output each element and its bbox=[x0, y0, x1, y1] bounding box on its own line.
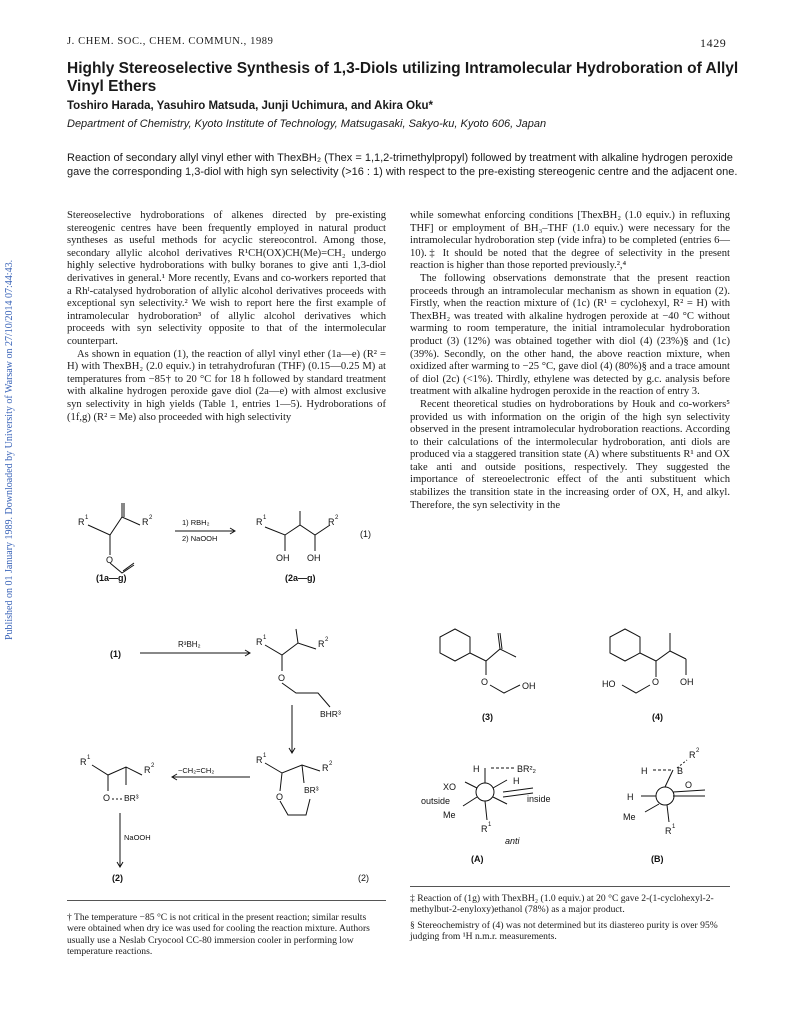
r2-label: R bbox=[142, 517, 149, 527]
oxygen-label: O bbox=[276, 792, 284, 802]
affiliation: Department of Chemistry, Kyoto Institute of Technology, Matsugasaki, Sakyo-ku, Kyoto 606, Japan bbox=[67, 118, 547, 130]
right-column bbox=[410, 210, 730, 512]
r1-label: R bbox=[481, 824, 488, 834]
boron-label: BR³ bbox=[304, 785, 319, 795]
hydrogen-label: H bbox=[627, 792, 634, 802]
footnote-rule bbox=[67, 900, 386, 901]
methyl-label: Me bbox=[623, 812, 636, 822]
r2-superscript: 2 bbox=[149, 515, 153, 521]
oxygen-label: O bbox=[652, 677, 660, 687]
footnotes-right bbox=[410, 893, 730, 943]
oxygen-label: O bbox=[481, 677, 489, 687]
hydroxyl-label: OH bbox=[307, 553, 321, 563]
hydrogen-label: H bbox=[473, 764, 480, 774]
hydrogen-label: H bbox=[513, 776, 520, 786]
ethylene-label: −CH₂=CH₂ bbox=[178, 766, 215, 775]
r1-label: R bbox=[256, 755, 263, 765]
compound-label: (4) bbox=[652, 712, 663, 722]
r2-superscript: 2 bbox=[696, 748, 700, 754]
equation-number: (2) bbox=[358, 873, 369, 883]
product-ref: (2) bbox=[112, 873, 123, 883]
download-watermark: Published on 01 January 1989. Downloaded by University of Warsaw on 27/10/2014 07:44:43. bbox=[4, 259, 15, 640]
r1-label: R bbox=[80, 757, 87, 767]
equation-number: (1) bbox=[360, 529, 371, 539]
r2-superscript: 2 bbox=[329, 761, 333, 767]
methyl-label: Me bbox=[443, 810, 456, 820]
page-number: 1429 bbox=[700, 36, 727, 50]
compounds-3-4 bbox=[420, 615, 730, 725]
r1-superscript: 1 bbox=[263, 635, 267, 641]
footnote: § Stereochemistry of (4) was not determined but its diastereo purity is over 95% judging from ¹H n.m.r. measurements. bbox=[410, 919, 718, 943]
paragraph: while somewhat enforcing conditions [ThexBH₂ (1.0 equiv.) in refluxing THF] or employment of BH₃–THF (1.0 equiv.) were necessary for the intramolecular hydroboration step (vide infra) to be completed (entries 6—10).‡ It should be noted that the degree of selectivity in the present reaction is higher than those reported previously.²,⁴ bbox=[410, 210, 730, 272]
boron-label: B bbox=[677, 766, 684, 776]
anti-label: anti bbox=[505, 836, 520, 846]
r1-label: R bbox=[665, 826, 672, 836]
footnotes-left bbox=[67, 912, 386, 958]
xo-label: XO bbox=[443, 782, 457, 792]
transition-state-label: (A) bbox=[471, 854, 484, 864]
footnote-rule bbox=[410, 886, 730, 887]
transition-states bbox=[415, 740, 735, 865]
reaction-scheme bbox=[60, 495, 395, 895]
hydroxyl-label: HO bbox=[602, 679, 616, 689]
r1-superscript: 1 bbox=[87, 755, 91, 761]
r1-label: R bbox=[256, 637, 263, 647]
boron-label: BR³ bbox=[124, 793, 139, 803]
paragraph: The following observations demonstrate that the present reaction proceeds through an intramolecular mechanism as shown in equation (2). Firstly, when the reaction mixture of (1c) (R¹ = cyclohexyl, R² = H) with ThexBH₂ was treated with alkaline hydrogen peroxide at −40 °C without warming to room temperature, the initial intramolecular hydroboration product (3) (12%) was obtained together with diol (4) (23%)§ and (1c) (39%). Secondly, on the other hand, the above reaction mixture, when oxidized after warming to −25 °C, gave diol (4) (80%)§ and a trace amount of diol (2c) (<1%). Thirdly, ethylene was detected by g.c. analysis before treatment with alkaline hydrogen peroxide in the reaction of entry 3. bbox=[410, 272, 730, 398]
r1-superscript: 1 bbox=[488, 822, 492, 828]
inside-label: inside bbox=[527, 794, 551, 804]
r1-superscript: 1 bbox=[85, 515, 89, 521]
oxygen-label: O bbox=[278, 673, 286, 683]
r2-label: R bbox=[322, 763, 329, 773]
hydrogen-label: H bbox=[641, 766, 648, 776]
borane-label: BHR³ bbox=[320, 709, 341, 719]
r2-superscript: 2 bbox=[325, 637, 329, 643]
hydroxyl-label: OH bbox=[522, 681, 536, 691]
article-title: Highly Stereoselective Synthesis of 1,3-Diols utilizing Intramolecular Hydroboration of Allyl Vinyl Ethers bbox=[67, 60, 739, 95]
borane-label: BR²₂ bbox=[517, 764, 536, 774]
product-r1-label: R bbox=[256, 517, 263, 527]
hydroxyl-label: OH bbox=[680, 677, 694, 687]
r1-superscript: 1 bbox=[672, 824, 676, 830]
hydroxyl-label: OH bbox=[276, 553, 290, 563]
reagent-step-1: 1) RBH₂ bbox=[182, 518, 210, 527]
reagent-step-2: 2) NaOOH bbox=[182, 534, 218, 543]
footnote: † The temperature −85 °C is not critical in the present reaction; similar results were obtained when dry ice was used for cooling the reaction mixture. Authors usually use a Neslab Cryocool CC-80 immersion cooler in performing low temperature reactions. bbox=[67, 912, 370, 958]
r2-label: R bbox=[144, 765, 151, 775]
product-r2-superscript: 2 bbox=[335, 515, 339, 521]
transition-state-label: (B) bbox=[651, 854, 664, 864]
compound-ref: (1) bbox=[110, 649, 121, 659]
compound-label: (2a—g) bbox=[285, 573, 316, 583]
oxygen-label: O bbox=[106, 555, 114, 565]
product-r1-superscript: 1 bbox=[263, 515, 267, 521]
r2-label: R bbox=[689, 750, 696, 760]
running-header: J. CHEM. SOC., CHEM. COMMUN., 1989 bbox=[67, 36, 274, 47]
reagent-label: R³BH₂ bbox=[178, 640, 201, 649]
compound-label: (3) bbox=[482, 712, 493, 722]
footnote: ‡ Reaction of (1g) with ThexBH₂ (1.0 equiv.) at 20 °C gave 2-(1-cyclohexyl-2-methylbut-2-enyloxy)ethanol (78%) as a major product. bbox=[410, 893, 714, 916]
product-r2-label: R bbox=[328, 517, 335, 527]
authors: Toshiro Harada, Yasuhiro Matsuda, Junji Uchimura, and Akira Oku* bbox=[67, 100, 433, 112]
oxidant-label: NaOOH bbox=[124, 833, 151, 842]
abstract: Reaction of secondary allyl vinyl ether with ThexBH₂ (Thex = 1,1,2-trimethylpropyl) followed by treatment with alkaline hydrogen peroxide gave the corresponding 1,3-diol with high syn selectivity (>16 : 1) with respect to the pre-existing stereogenic centre and the adjacent one. bbox=[67, 152, 738, 178]
compound-label: (1a—g) bbox=[96, 573, 127, 583]
paragraph: Recent theoretical studies on hydroborations by Houk and co-workers⁵ provided us with information on the origin of the high syn selectivity observed in the present intramolecular hydroboration reactions. According to their calculations of the intermolecular hydroboration, anti diols are produced via a staggered transition state (A) where substituents R¹ and OX take anti and outside positions, respectively. They suggested the importance of stereoelectronic effect of the anti substituent which stabilizes the transition state in the increasing order of OX, H, and alkyl. Therefore, the syn selectivity in the bbox=[410, 398, 730, 511]
r2-label: R bbox=[318, 639, 325, 649]
oxygen-label: O bbox=[103, 793, 111, 803]
outside-label: outside bbox=[421, 796, 451, 806]
paragraph: Stereoselective hydroborations of alkenes directed by pre-existing stereogenic centres have been frequently employed in natural product syntheses as useful methods for acyclic stereocontrol. Among those, secondary allylic alcohol derivatives R¹CH(OX)CH(Me)=CH₂ undergo highly selective hydroborations with bulky boranes to give anti 1,3-diol derivatives in general.¹ More recently, Evans and co-workers reported that a Rhᴵ-catalysed hydroboration of allylic alcohol derivatives proceeds with exceptional syn selectivity.² We wish to report here the first example of intramolecular hydroboration³ of allylic alcohol derivatives which proceeds with syn selectivity opposite to that of the intermolecular counterpart. bbox=[67, 210, 386, 347]
r2-superscript: 2 bbox=[151, 763, 155, 769]
paragraph: As shown in equation (1), the reaction of allyl vinyl ether (1a—e) (R² = H) with ThexBH₂ (2.0 equiv.) in tetrahydrofuran (THF) (0.15—0.25 M) at temperatures from −85† to 20 °C for 18 h followed by standard treatment with alkaline hydrogen peroxide gave diol (2a—e) with almost exclusive syn selectivity in high yields (Table 1, entries 1—5). Hydroborations of (1f,g) (R² = Me) also proceeded with high selectivity bbox=[67, 348, 386, 423]
oxygen-label: O bbox=[685, 780, 693, 790]
r1-label: R bbox=[78, 517, 85, 527]
r1-superscript: 1 bbox=[263, 753, 267, 759]
left-column bbox=[67, 210, 386, 424]
